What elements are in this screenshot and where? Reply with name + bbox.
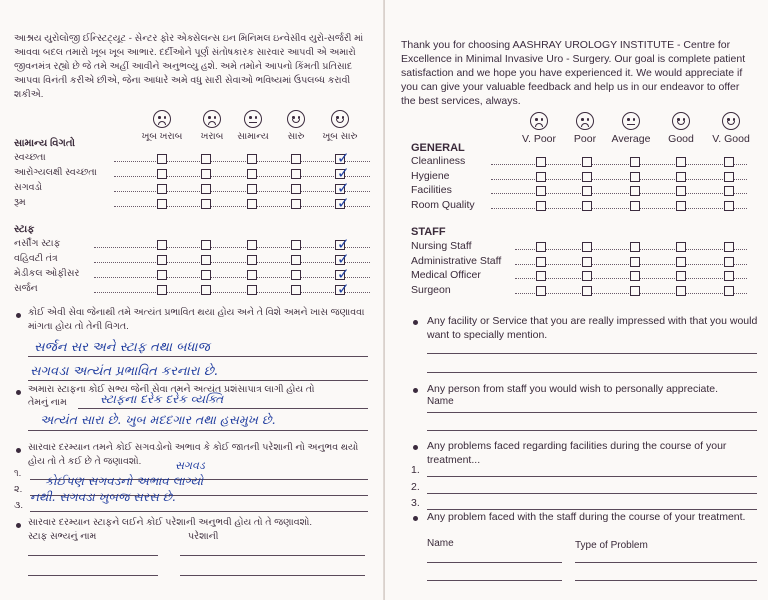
rating-checkbox[interactable] [724, 201, 734, 211]
rating-row-label: આરોગ્યલક્ષી સ્વચ્છતા [14, 167, 97, 178]
rating-checkbox[interactable] [582, 172, 592, 182]
bullet-icon [413, 516, 418, 521]
handwritten-answer: નથી. સગવડા ખુબજ સરસ છે. [30, 490, 176, 504]
handwritten-answer: સગવડા અત્યંત પ્રભાવિત કરનારા છે. [30, 364, 218, 379]
scale-label: ખરાબ [200, 131, 224, 142]
rating-checkbox[interactable] [536, 172, 546, 182]
rating-row-label: Hygiene [411, 169, 450, 182]
very-good-face [706, 112, 756, 145]
rating-row-label: સર્જન [14, 283, 38, 294]
intro-text-english: Thank you for choosing AASHRAY UROLOGY INSTITUTE - Centre for Excellence in Minimal Invasive Uro - Surgery. Our goal is complete patient satisfaction and we hope you have experienced it. We would appreciate if you can give your valuable feedback and help us in our endeavor to offer the best services, always. [401, 39, 746, 107]
sad-face-icon [530, 112, 548, 130]
check-mark-icon: ✓ [337, 280, 350, 298]
rating-checkbox[interactable] [676, 286, 686, 296]
rating-checkbox[interactable] [536, 201, 546, 211]
rating-checkbox[interactable] [157, 199, 167, 209]
question-staff-problems: સારવાર દરમ્યાન સ્ટાફને લઈને કોઈ પરેશાની અનુભવી હોય તો તે જણાવશો. [28, 517, 313, 528]
check-mark-icon: ✓ [337, 149, 350, 167]
dotted-leader [94, 262, 370, 263]
name-label: Name [427, 396, 454, 407]
rating-checkbox[interactable] [630, 186, 640, 196]
scale-label: સામાન્ય [237, 131, 269, 142]
rating-checkbox[interactable] [536, 186, 546, 196]
rating-checkbox[interactable] [247, 199, 257, 209]
rating-checkbox[interactable] [582, 286, 592, 296]
rating-checkbox[interactable] [291, 154, 301, 164]
rating-checkbox[interactable] [630, 157, 640, 167]
rating-checkbox[interactable] [536, 271, 546, 281]
good-face [656, 112, 706, 145]
answer-line [30, 511, 368, 512]
scale-label: Poor [573, 133, 597, 145]
rating-checkbox[interactable] [335, 265, 350, 283]
rating-checkbox[interactable] [157, 154, 167, 164]
rating-checkbox[interactable] [247, 270, 257, 280]
rating-checkbox[interactable] [630, 242, 640, 252]
rating-row-label: વહિવટી તંત્ર [14, 253, 58, 264]
rating-row [14, 265, 374, 283]
rating-checkbox[interactable] [536, 257, 546, 267]
rating-checkbox[interactable] [676, 186, 686, 196]
check-mark-icon: ✓ [337, 164, 350, 182]
sad-face-icon [203, 110, 221, 128]
good-face [271, 110, 321, 142]
rating-row [14, 194, 374, 212]
answer-line [427, 430, 757, 431]
rating-checkbox[interactable] [157, 270, 167, 280]
answer-line [427, 353, 757, 354]
rating-checkbox[interactable] [335, 250, 350, 268]
dotted-leader [491, 179, 747, 180]
rating-checkbox[interactable] [335, 280, 350, 298]
rating-checkbox[interactable] [201, 240, 211, 250]
answer-line [427, 562, 562, 563]
rating-row-label: નર્સીંગ સ્ટાફ [14, 238, 61, 249]
rating-checkbox[interactable] [335, 194, 350, 212]
answer-line [78, 408, 368, 409]
rating-checkbox[interactable] [582, 257, 592, 267]
answer-line [427, 493, 757, 494]
problem-label: પરેશાની [188, 531, 219, 542]
dotted-leader [114, 191, 370, 192]
smile-face-icon [287, 110, 305, 128]
item-number: 1. [411, 464, 420, 476]
answer-line [180, 575, 365, 576]
english-page [384, 0, 768, 600]
rating-checkbox[interactable] [247, 240, 257, 250]
rating-row [411, 284, 751, 298]
rating-checkbox[interactable] [291, 255, 301, 265]
rating-row [411, 170, 751, 184]
rating-checkbox[interactable] [247, 184, 257, 194]
check-mark-icon: ✓ [337, 194, 350, 212]
item-number: 2. [411, 481, 420, 493]
rating-checkbox[interactable] [201, 169, 211, 179]
rating-checkbox[interactable] [201, 184, 211, 194]
rating-checkbox[interactable] [291, 270, 301, 280]
rating-row [411, 255, 751, 269]
sad-face-icon [153, 110, 171, 128]
rating-checkbox[interactable] [201, 199, 211, 209]
rating-checkbox[interactable] [536, 157, 546, 167]
item-number: ૩. [14, 500, 23, 511]
staff-name-label: સ્ટાફ સભ્યનું નામ [28, 531, 97, 542]
rating-checkbox[interactable] [724, 172, 734, 182]
rating-checkbox[interactable] [630, 286, 640, 296]
answer-line [575, 580, 757, 581]
staff-section-title-gujarati: સ્ટાફ [14, 224, 35, 235]
bullet-icon [16, 313, 21, 318]
intro-text-gujarati: આશ્રય યુરોલોજી ઈન્સ્ટિટ્યૂટ - સેન્ટર ફોર એક્સેલન્સ ઇન મિનિમલ ઇન્વેસીવ યુરો-સર્જરી માં આવવા બદલ તમારો ખૂબ ખૂબ આભાર. દર્દીઓને પૂર્ણ સંતોષકારક સારવાર આપવી એ અમારો જીવનમંત્ર રહ્યો છે જે તમે અહીં આવીને અનુભવ્યુ હશે. અમે તમોને આપનો કિંમતી પ્રતિસાદ આપવા વિનંતી કરીએ છીએ, જેના આધારે અમે વધુ સારી સેવાઓ ભવિષ્યમાં ઉપલબ્ધ કરાવી શકીએ. [14, 33, 364, 100]
handwritten-answer: સર્જન સર અને સ્ટાફ તથા બધાજ [34, 340, 210, 355]
poor-face [560, 112, 610, 145]
answer-line [427, 580, 562, 581]
answer-line [575, 562, 757, 563]
dotted-leader [491, 193, 747, 194]
answer-line [180, 555, 365, 556]
bullet-icon [16, 390, 21, 395]
staff-name-label: તેમનું નામ [28, 397, 67, 408]
answer-line [28, 555, 158, 556]
smile-face-icon [672, 112, 690, 130]
answer-line [427, 372, 757, 373]
bullet-icon [16, 448, 21, 453]
question-appreciate-staff: Any person from staff you would wish to personally appreciate. [427, 383, 719, 395]
item-number: ૧. [14, 468, 22, 479]
rating-row [14, 235, 374, 253]
rating-row [14, 149, 374, 167]
answer-line [427, 412, 757, 413]
rating-checkbox[interactable] [291, 285, 301, 295]
rating-checkbox[interactable] [157, 285, 167, 295]
average-face [606, 112, 656, 145]
check-mark-icon: ✓ [337, 265, 350, 283]
rating-row-label: રૂમ [14, 197, 26, 208]
rating-checkbox[interactable] [536, 286, 546, 296]
rating-checkbox[interactable] [724, 271, 734, 281]
rating-checkbox[interactable] [724, 157, 734, 167]
rating-checkbox[interactable] [157, 169, 167, 179]
smile-face-icon [722, 112, 740, 130]
answer-line [427, 476, 757, 477]
neutral-face-icon [622, 112, 640, 130]
rating-checkbox[interactable] [201, 270, 211, 280]
neutral-face-icon [244, 110, 262, 128]
bullet-icon [16, 523, 21, 528]
rating-checkbox[interactable] [291, 199, 301, 209]
rating-row [411, 240, 751, 254]
dotted-leader [114, 206, 370, 207]
scale-label: V. Good [712, 133, 750, 145]
rating-row [411, 155, 751, 169]
rating-checkbox[interactable] [724, 242, 734, 252]
rating-checkbox[interactable] [582, 201, 592, 211]
rating-checkbox[interactable] [157, 240, 167, 250]
check-mark-icon: ✓ [337, 250, 350, 268]
scale-label: Average [611, 133, 651, 145]
item-number: 3. [411, 497, 420, 509]
rating-checkbox[interactable] [676, 242, 686, 252]
very-good-face [315, 110, 365, 142]
rating-row [14, 164, 374, 182]
rating-row-label: સગવડો [14, 182, 43, 193]
rating-checkbox[interactable] [247, 169, 257, 179]
rating-checkbox[interactable] [157, 184, 167, 194]
rating-checkbox[interactable] [201, 154, 211, 164]
problem-type-label: Type of Problem [575, 540, 648, 551]
rating-checkbox[interactable] [676, 172, 686, 182]
scale-label: સારુ [287, 131, 305, 142]
question-impressed-service: Any facility or Service that you are really impressed with that you would want to specially mention. [427, 315, 758, 341]
item-number: ૨. [14, 484, 23, 495]
general-section-title-gujarati: સામાન્ય વિગતો [14, 138, 75, 149]
handwritten-answer: સ્ટાફના દરેક દરેક વ્યક્તિ [100, 392, 224, 406]
dotted-leader [491, 208, 747, 209]
answer-line [28, 356, 368, 357]
rating-row [14, 179, 374, 197]
bullet-icon [413, 388, 418, 393]
rating-checkbox[interactable] [630, 172, 640, 182]
rating-checkbox[interactable] [676, 257, 686, 267]
rating-checkbox[interactable] [582, 271, 592, 281]
rating-checkbox[interactable] [291, 240, 301, 250]
dotted-leader [94, 292, 370, 293]
question-facility-problems: સારવાર દરમ્યાન તમને કોઈ સગવડોનો અભાવ કે કોઈ જાતની પરેશાની નો અનુભવ થયો હોય તો તે કઈ છે તે જણાવશો. [28, 442, 359, 467]
name-label: Name [427, 538, 454, 549]
rating-row [411, 269, 751, 283]
answer-line [28, 380, 368, 381]
rating-checkbox[interactable] [335, 179, 350, 197]
rating-checkbox[interactable] [582, 242, 592, 252]
rating-row [411, 199, 751, 213]
dotted-leader [94, 247, 370, 248]
scale-label: V. Poor [521, 133, 557, 145]
rating-checkbox[interactable] [247, 285, 257, 295]
rating-row [411, 184, 751, 198]
rating-checkbox[interactable] [335, 164, 350, 182]
handwritten-answer: અત્યંત સારા છે. ખુબ મદદગાર તથા હસમુખ છે. [40, 412, 276, 427]
rating-checkbox[interactable] [582, 186, 592, 196]
handwritten-answer: કોઈપણ સગવડનો અભાવ લાગ્યો [45, 474, 204, 488]
rating-checkbox[interactable] [335, 235, 350, 253]
smile-face-icon [331, 110, 349, 128]
very-poor-face [514, 112, 564, 145]
rating-checkbox[interactable] [291, 169, 301, 179]
question-appreciate-staff: અમારા સ્ટાફના કોઈ સભ્ય જેની સેવા તમને અત્યંત પ્રશંસાપાત્ર લાગી હોય તો [28, 384, 315, 395]
rating-checkbox[interactable] [724, 257, 734, 267]
sad-face-icon [576, 112, 594, 130]
rating-checkbox[interactable] [247, 255, 257, 265]
general-section-title: GENERAL [411, 142, 465, 154]
rating-checkbox[interactable] [724, 286, 734, 296]
rating-checkbox[interactable] [676, 201, 686, 211]
rating-checkbox[interactable] [157, 255, 167, 265]
rating-checkbox[interactable] [630, 271, 640, 281]
very-poor-face [137, 110, 187, 142]
dotted-leader [114, 176, 370, 177]
rating-checkbox[interactable] [291, 184, 301, 194]
rating-checkbox[interactable] [676, 271, 686, 281]
check-mark-icon: ✓ [337, 235, 350, 253]
dotted-leader [491, 164, 747, 165]
rating-checkbox[interactable] [724, 186, 734, 196]
answer-line [28, 575, 158, 576]
rating-row-label: Surgeon [411, 283, 451, 296]
check-mark-icon: ✓ [337, 179, 350, 197]
rating-checkbox[interactable] [630, 257, 640, 267]
rating-row-label: Facilities [411, 184, 452, 196]
rating-checkbox[interactable] [201, 285, 211, 295]
scale-label: ખૂબ સારુ [322, 131, 358, 142]
question-facility-problems: Any problems faced regarding facilities during the course of your treatment... [427, 440, 727, 466]
rating-row-label: મેડીકલ ઓફીસર [14, 268, 80, 279]
rating-row [14, 280, 374, 298]
rating-checkbox[interactable] [676, 157, 686, 167]
rating-checkbox[interactable] [335, 149, 350, 167]
rating-row-label: Medical Officer [411, 269, 481, 281]
rating-checkbox[interactable] [582, 157, 592, 167]
scale-label: ખૂબ ખરાબ [141, 131, 183, 142]
rating-row-label: Nursing Staff [411, 240, 472, 252]
rating-row [14, 250, 374, 268]
staff-section-title: STAFF [411, 226, 446, 238]
rating-checkbox[interactable] [247, 154, 257, 164]
dotted-leader [114, 161, 370, 162]
rating-row-label: Administrative Staff [411, 254, 502, 267]
rating-row-label: સ્વચ્છતા [14, 152, 46, 163]
rating-row-label: Cleanliness [411, 155, 466, 167]
rating-checkbox[interactable] [536, 242, 546, 252]
rating-checkbox[interactable] [201, 255, 211, 265]
question-staff-problems: Any problem faced with the staff during the course of your treatment. [427, 511, 746, 523]
scale-label: Good [668, 133, 694, 145]
rating-checkbox[interactable] [630, 201, 640, 211]
dotted-leader [94, 277, 370, 278]
bullet-icon [413, 320, 418, 325]
question-impressed-service: કોઈ એવી સેવા જેનાથી તમે અત્યંત પ્રભાવિત થયા હોય અને તે વિશે અમને ખાસ જણાવવા માંગતા હોય તો તેની વિગત. [28, 307, 365, 332]
answer-line [28, 430, 368, 431]
bullet-icon [413, 445, 418, 450]
handwritten-answer: સગવડ [175, 459, 205, 472]
rating-row-label: Room Quality [411, 198, 475, 211]
